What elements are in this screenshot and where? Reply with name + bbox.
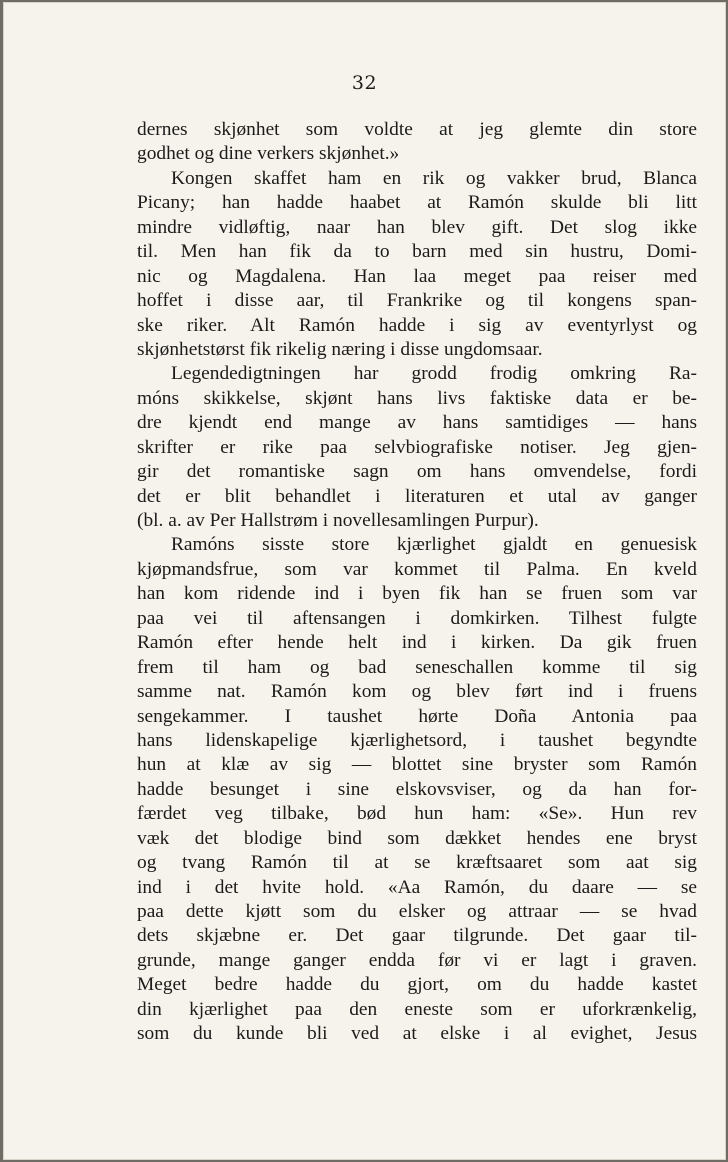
text-line: færdet veg tilbake, bød hun ham: «Se». Hun rev [137, 803, 697, 825]
text-line: gir det romantiske sagn om hans omvendelse, fordi [137, 461, 697, 483]
text-line: nic og Magdalena. Han laa meget paa reiser med [137, 265, 697, 287]
text-line: til. Men han fik da to barn med sin hustru, Domi- [137, 241, 697, 263]
text-line: samme nat. Ramón kom og blev ført ind i fruens [137, 681, 697, 703]
text-line: hadde besunget i sine elskovsviser, og da han for- [137, 778, 697, 800]
text-line: Ramón efter hende helt ind i kirken. Da gik fruen [137, 632, 697, 654]
text-line: ind i det hvite hold. «Aa Ramón, du daare — se [137, 876, 697, 898]
text-line: dernes skjønhet som voldte at jeg glemte din store [137, 119, 697, 140]
text-line: paa vei til aftensangen i domkirken. Tilhest fulgte [137, 607, 697, 629]
text-line: og tvang Ramón til at se kræftsaaret som aat sig [137, 852, 697, 874]
text-line: Picany; han hadde haabet at Ramón skulde bli litt [137, 192, 697, 214]
text-line: mindre vidløftig, naar han blev gift. Det slog ikke [137, 216, 697, 238]
text-line: hun at klæ av sig — blottet sine bryster som Ramón [137, 754, 697, 776]
text-line: frem til ham og bad seneschallen komme til sig [137, 656, 697, 678]
book-page [3, 2, 726, 1160]
text-line: móns skikkelse, skjønt hans livs faktiske data er be- [137, 387, 697, 409]
text-line: (bl. a. av Per Hallstrøm i novellesamlingen Purpur). [137, 510, 539, 531]
text-line: Ramóns sisste store kjærlighet gjaldt en genuesisk [171, 534, 697, 556]
text-line: skrifter er rike paa selvbiografiske notiser. Jeg gjen- [137, 436, 697, 458]
text-line: det er blit behandlet i literaturen et utal av ganger [137, 485, 697, 507]
text-line: hans lidenskapelige kjærlighetsord, i taushet begyndte [137, 729, 697, 751]
text-line: kjøpmandsfrue, som var kommet til Palma. En kveld [137, 558, 697, 580]
text-line: skjønhetstørst fik rikelig næring i disse ungdomsaar. [137, 338, 543, 360]
text-line: Kongen skaffet ham en rik og vakker brud, Blanca [171, 167, 697, 189]
page-number: 32 [351, 72, 378, 94]
text-line: sengekammer. I taushet hørte Doña Antonia paa [137, 705, 697, 727]
body-text [137, 118, 697, 1047]
text-line: din kjærlighet paa den eneste som er uforkrænkelig, [137, 998, 697, 1020]
text-line: ske riker. Alt Ramón hadde i sig av eventyrlyst og [137, 314, 697, 336]
text-line: dets skjæbne er. Det gaar tilgrunde. Det gaar til- [137, 925, 697, 947]
text-line: hoffet i disse aar, til Frankrike og til kongens span- [137, 290, 697, 312]
text-line: væk det blodige bind som dækket hendes ene bryst [137, 827, 697, 849]
text-line: Meget bedre hadde du gjort, om du hadde kastet [137, 974, 697, 996]
text-line: godhet og dine verkers skjønhet.» [137, 143, 400, 165]
text-line: paa dette kjøtt som du elsker og attraar — se hvad [137, 901, 697, 922]
text-line: Legendedigtningen har grodd frodig omkring Ra- [171, 363, 697, 385]
text-line: som du kunde bli ved at elske i al evighet, Jesus [137, 1023, 697, 1045]
text-line: dre kjendt end mange av hans samtidiges — hans [137, 412, 697, 434]
text-line: grunde, mange ganger endda før vi er lagt i graven. [137, 949, 697, 971]
text-line: han kom ridende ind i byen fik han se fruen som var [137, 583, 697, 605]
